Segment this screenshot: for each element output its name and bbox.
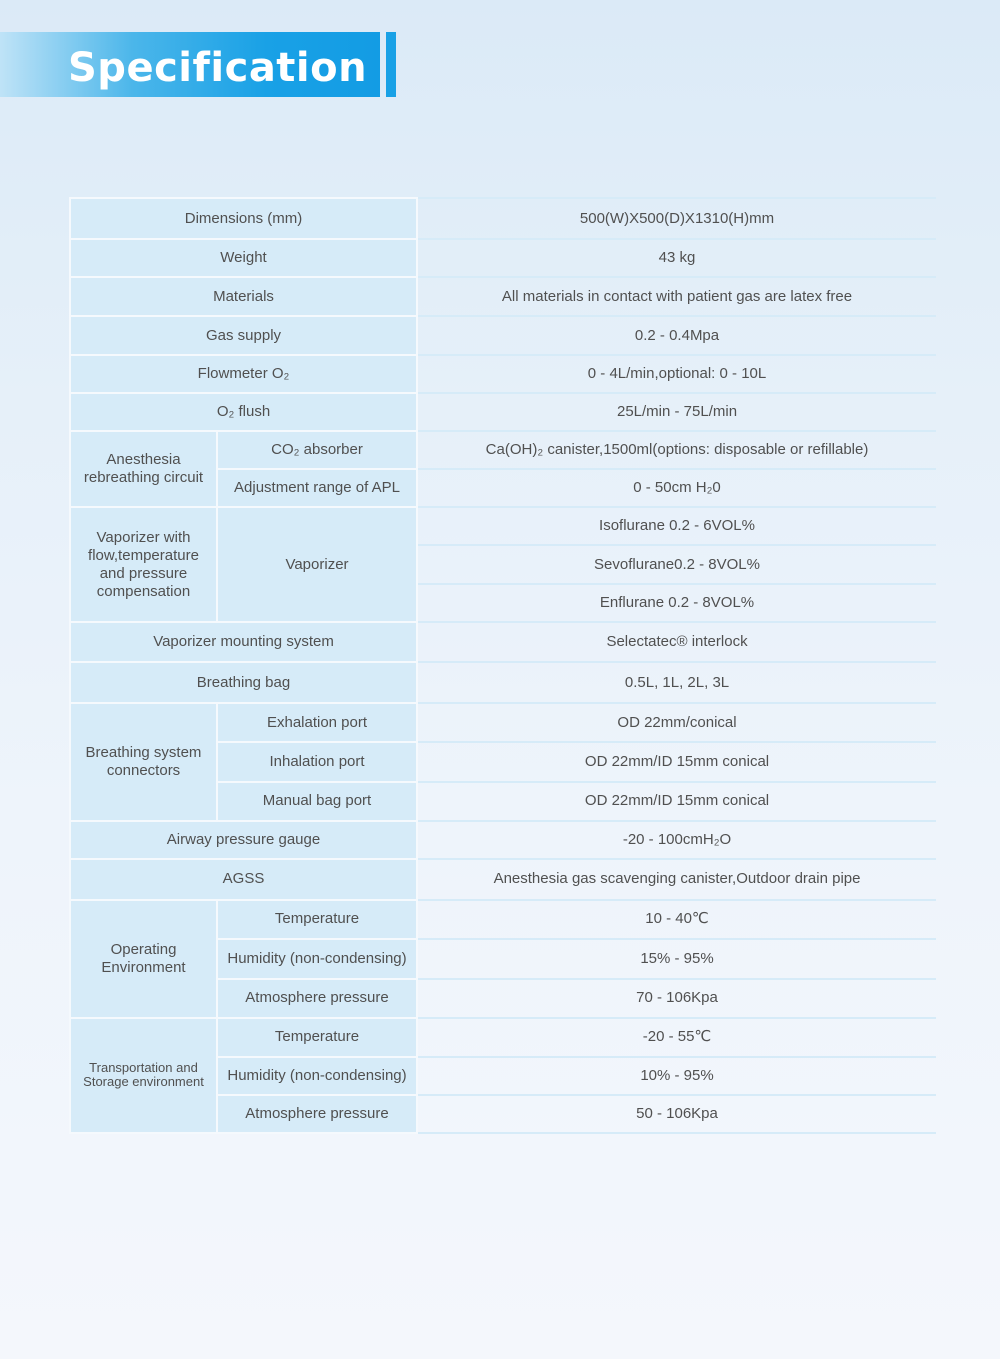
spec-value: 25L/min - 75L/min [417, 393, 936, 431]
table-row [70, 198, 936, 239]
spec-label: Materials [70, 277, 417, 316]
table-row [70, 821, 936, 859]
spec-label: Humidity (non-condensing) [217, 939, 417, 979]
table-row [70, 393, 936, 431]
spec-group-label: Vaporizer with flow,temperature and pressure compensation [70, 507, 217, 622]
table-row [70, 622, 936, 662]
table-row [70, 859, 936, 900]
spec-label: Adjustment range of APL [217, 469, 417, 507]
spec-value: Ca(OH)₂ canister,1500ml(options: disposable or refillable) [417, 431, 936, 469]
spec-label: Exhalation port [217, 703, 417, 742]
spec-value: Selectatec® interlock [417, 622, 936, 662]
table-row [70, 239, 936, 277]
spec-label: Weight [70, 239, 417, 277]
spec-label: Atmosphere pressure [217, 1095, 417, 1133]
table-row [70, 507, 936, 545]
table-row [70, 316, 936, 355]
spec-label: Vaporizer mounting system [70, 622, 417, 662]
spec-value: Isoflurane 0.2 - 6VOL% [417, 507, 936, 545]
specification-table [69, 197, 936, 1134]
spec-value: 500(W)X500(D)X1310(H)mm [417, 198, 936, 239]
spec-label: Temperature [217, 900, 417, 939]
spec-value: -20 - 100cmH₂O [417, 821, 936, 859]
table-row [70, 662, 936, 703]
spec-label: Humidity (non-condensing) [217, 1057, 417, 1095]
spec-value: Enflurane 0.2 - 8VOL% [417, 584, 936, 622]
spec-value: 15% - 95% [417, 939, 936, 979]
spec-value: OD 22mm/ID 15mm conical [417, 742, 936, 782]
spec-value: 0 - 4L/min,optional: 0 - 10L [417, 355, 936, 393]
spec-value: Anesthesia gas scavenging canister,Outdoor drain pipe [417, 859, 936, 900]
spec-value: All materials in contact with patient gas are latex free [417, 277, 936, 316]
spec-label: O₂ flush [70, 393, 417, 431]
spec-label: CO₂ absorber [217, 431, 417, 469]
table-row [70, 900, 936, 939]
spec-label: Temperature [217, 1018, 417, 1057]
table-row [70, 355, 936, 393]
page-title: Specification [68, 45, 368, 91]
spec-label: AGSS [70, 859, 417, 900]
spec-value: OD 22mm/conical [417, 703, 936, 742]
spec-value: 0 - 50cm H₂0 [417, 469, 936, 507]
spec-group-label: Transportation and Storage environment [70, 1018, 217, 1133]
table-row [70, 703, 936, 742]
spec-value: 10% - 95% [417, 1057, 936, 1095]
spec-group-label: Operating Environment [70, 900, 217, 1018]
header-accent-bar [386, 32, 396, 97]
spec-value: 10 - 40℃ [417, 900, 936, 939]
spec-label: Airway pressure gauge [70, 821, 417, 859]
spec-label: Inhalation port [217, 742, 417, 782]
spec-value: Sevoflurane0.2 - 8VOL% [417, 545, 936, 584]
spec-value: 43 kg [417, 239, 936, 277]
spec-value: 70 - 106Kpa [417, 979, 936, 1018]
spec-value: 0.5L, 1L, 2L, 3L [417, 662, 936, 703]
spec-value: 0.2 - 0.4Mpa [417, 316, 936, 355]
spec-label: Gas supply [70, 316, 417, 355]
spec-label: Manual bag port [217, 782, 417, 820]
spec-label: Dimensions (mm) [70, 198, 417, 239]
spec-label: Breathing bag [70, 662, 417, 703]
table-row [70, 277, 936, 316]
spec-label: Flowmeter O₂ [70, 355, 417, 393]
spec-group-label: Anesthesia rebreathing circuit [70, 431, 217, 507]
spec-value: OD 22mm/ID 15mm conical [417, 782, 936, 820]
spec-group-label: Breathing system connectors [70, 703, 217, 820]
spec-value: -20 - 55℃ [417, 1018, 936, 1057]
spec-label: Vaporizer [217, 507, 417, 622]
table-row [70, 1018, 936, 1057]
spec-value: 50 - 106Kpa [417, 1095, 936, 1133]
table-row [70, 431, 936, 469]
spec-label: Atmosphere pressure [217, 979, 417, 1018]
